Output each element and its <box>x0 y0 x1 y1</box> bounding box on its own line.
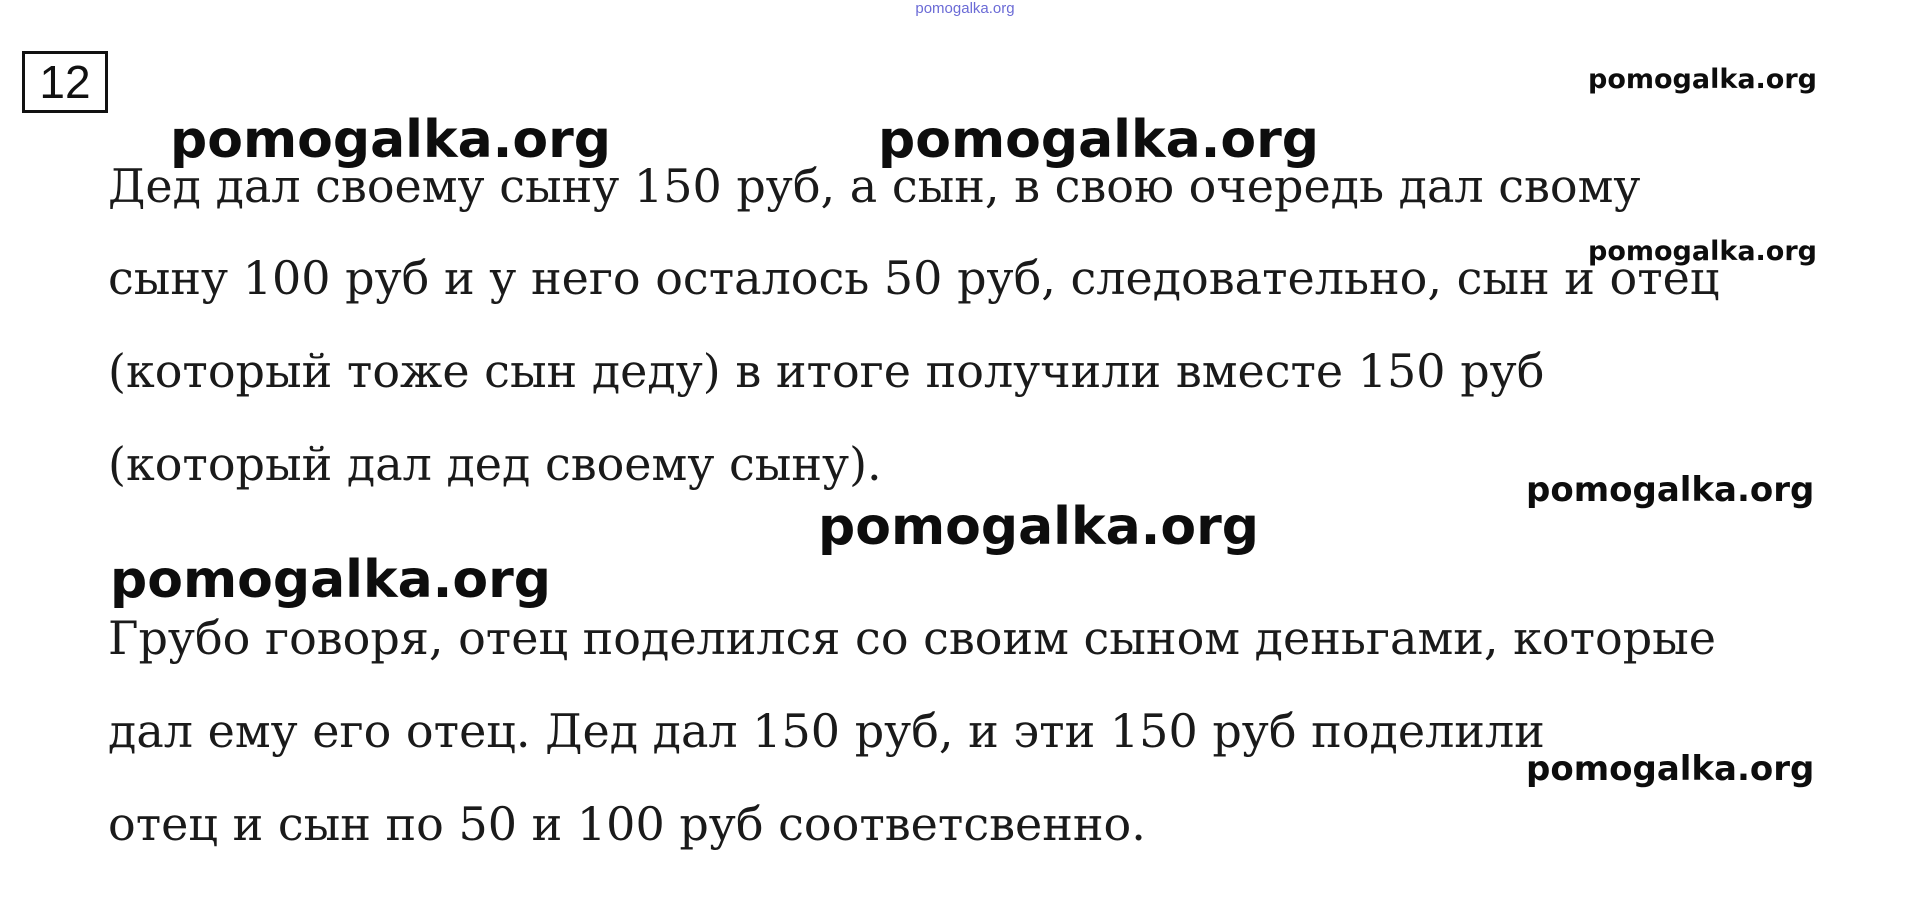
paragraph1-line: Дед дал своему сыну 150 руб, а сын, в свою очередь дал свому <box>108 159 1641 213</box>
paragraph2-line: Грубо говоря, отец поделился со своим сыном деньгами, которые <box>108 611 1717 665</box>
watermark: pomogalka.org <box>1526 749 1815 789</box>
watermark: pomogalka.org <box>170 110 612 170</box>
paragraph2-line: дал ему его отец. Дед дал 150 руб, и эти 150 руб поделили <box>108 704 1545 758</box>
paragraph2-line: отец и сын по 50 и 100 руб соответсвенно. <box>108 797 1146 851</box>
watermark: pomogalka.org <box>1588 64 1817 95</box>
paragraph1-line: сыну 100 руб и у него осталось 50 руб, следовательно, сын и отец <box>108 251 1720 305</box>
site-mark-top: pomogalka.org <box>915 0 1015 17</box>
paragraph1-line: (который дал дед своему сыну). <box>108 437 882 491</box>
watermark: pomogalka.org <box>1588 236 1817 267</box>
paragraph1-line: (который тоже сын деду) в итоге получили вместе 150 руб <box>108 344 1545 398</box>
task-number-box: 12 <box>22 51 108 113</box>
watermark: pomogalka.org <box>1526 470 1815 510</box>
watermark: pomogalka.org <box>110 550 552 610</box>
watermark: pomogalka.org <box>818 497 1260 557</box>
watermark: pomogalka.org <box>878 110 1320 170</box>
